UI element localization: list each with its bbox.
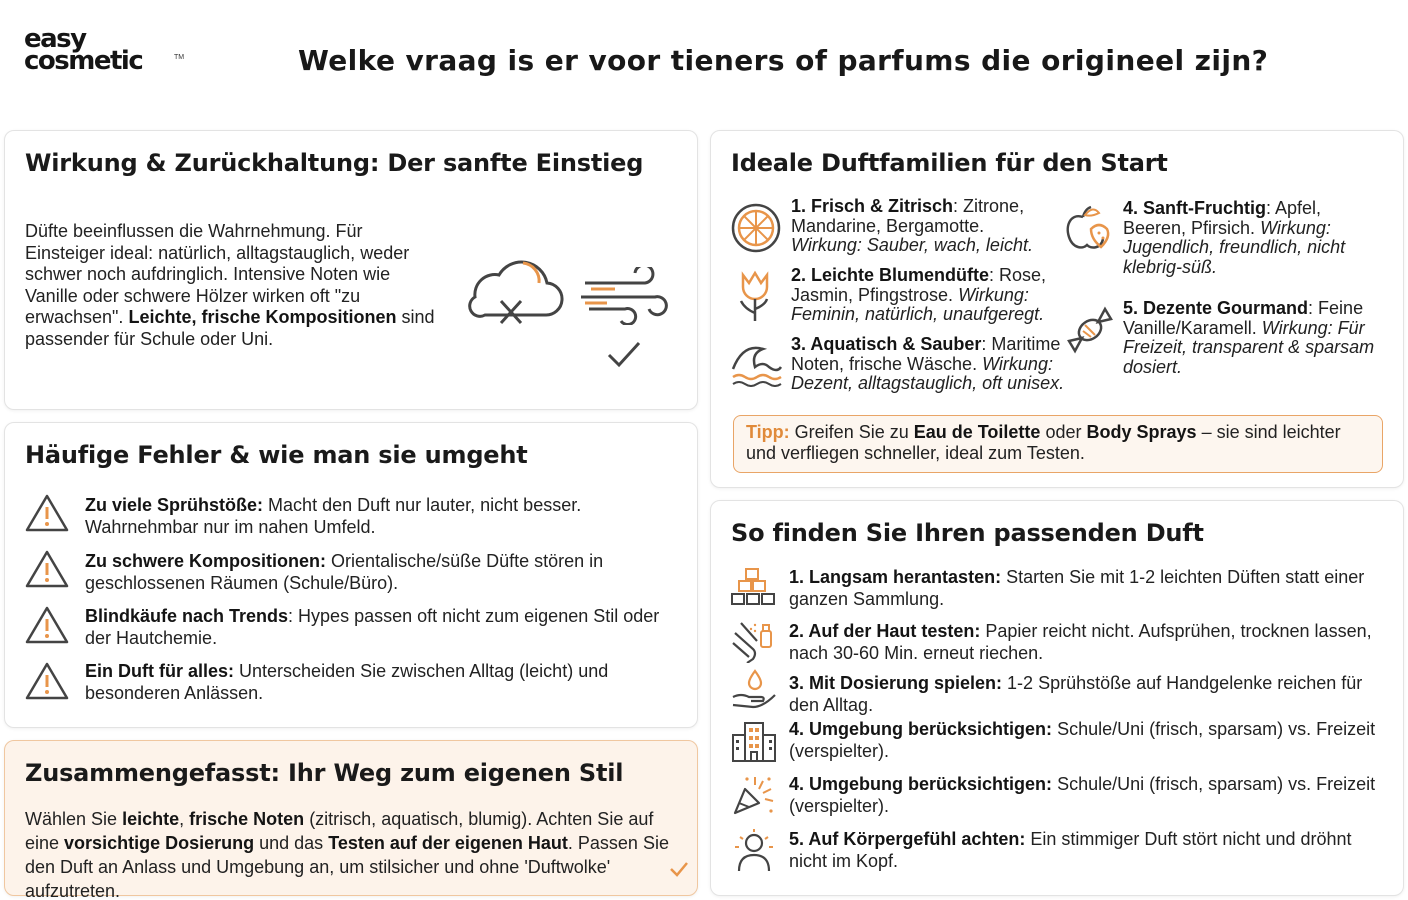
finder-head: 4. Umgebung berücksichtigen:: [789, 719, 1053, 739]
mistake-text: Macht den Duft nur lauter, nicht besser. Wahrnehmbar nur im nahen Umfeld.: [85, 495, 582, 537]
summary-bold: Testen auf der eigenen Haut: [328, 833, 568, 853]
summary-card: [4, 740, 698, 900]
brand-line-2: cosmetic: [24, 46, 143, 76]
finder-card: [710, 500, 1404, 896]
mistakes-card: [4, 422, 698, 728]
drop-hand-icon: [731, 669, 777, 709]
effect-tail: sind passender für Schule oder Uni.: [25, 307, 435, 349]
fruit-icon: [1063, 203, 1113, 253]
summary-part: Wählen Sie: [25, 809, 118, 829]
mistake-head: Zu schwere Kompositionen:: [85, 551, 327, 571]
summary-part: und das: [259, 833, 324, 853]
summary-part: ,: [179, 809, 185, 829]
family-head: 4. Sanft-Fruchtig: [1123, 198, 1266, 218]
finder-text: Starten Sie mit 1-2 leichten Düften statt einer ganzen Sammlung.: [789, 567, 1365, 609]
mistake-head: Ein Duft für alles:: [85, 661, 235, 681]
finder-text: Schule/Uni (frisch, sparsam) vs. Freizeit (verspielter).: [789, 774, 1376, 816]
finder-head: 4. Umgebung berücksichtigen:: [789, 774, 1053, 794]
family-effect: Wirkung: Jugendlich, freundlich, nicht klebrig-süß.: [1123, 217, 1346, 277]
page-title: Welke vraag is er voor tieners of parfums die origineel zijn?: [298, 44, 1269, 77]
person-glow-icon: [731, 829, 777, 873]
finder-text: Ein stimmiger Duft stört nicht und dröhnt nicht im Kopf.: [789, 829, 1352, 871]
family-item: [791, 197, 1051, 256]
family-item: [1123, 299, 1389, 377]
finder-text: Papier reicht nicht. Aufsprühen, trocknen lassen, nach 30-60 Min. erneut riechen.: [789, 621, 1372, 663]
tip-bold: Eau de Toilette: [913, 422, 1041, 442]
finder-head: 1. Langsam herantasten:: [789, 567, 1002, 587]
families-title: Ideale Duftfamilien für den Start: [731, 149, 1168, 177]
mistake-item: [85, 661, 675, 704]
tip-label: Tipp:: [746, 422, 790, 442]
warning-icon: [25, 549, 69, 589]
summary-title: Zusammengefasst: Ihr Weg zum eigenen Stil: [25, 759, 624, 787]
finder-text: 1-2 Sprühstöße auf Handgelenke reichen für den Alltag.: [789, 673, 1363, 715]
finder-item: [789, 774, 1389, 817]
warning-icon: [25, 493, 69, 533]
finder-item: [789, 829, 1389, 872]
family-head: 3. Aquatisch & Sauber: [791, 334, 982, 354]
tip-bold: Body Sprays: [1086, 422, 1197, 442]
family-effect: Wirkung: Dezent, alltagstauglich, oft unisex.: [791, 353, 1065, 393]
effect-title: Wirkung & Zurückhaltung: Der sanfte Einstieg: [25, 149, 644, 177]
family-item: [791, 335, 1073, 394]
mistake-head: Zu viele Sprühstöße:: [85, 495, 264, 515]
wind-icon: [579, 267, 671, 325]
tip-box: [733, 415, 1383, 473]
mistake-item: [85, 551, 675, 594]
finder-text: Schule/Uni (frisch, sparsam) vs. Freizeit (verspielter).: [789, 719, 1376, 761]
family-notes: : Maritime Noten, frische Wäsche.: [791, 334, 1061, 374]
warning-icon: [25, 605, 69, 645]
family-notes: : Apfel, Beeren, Pfirsich.: [1123, 198, 1322, 238]
citrus-icon: [729, 201, 783, 255]
effect-highlight: Leichte, frische Kompositionen: [128, 307, 397, 327]
warning-icon: [25, 661, 69, 701]
tip-part: – sie sind leichter und verfliegen schneller, ideal zum Testen.: [746, 422, 1341, 463]
wave-icon: [729, 339, 783, 387]
checkmark-icon: [669, 861, 689, 877]
tip-part: oder: [1045, 422, 1082, 442]
brand-logo: [24, 24, 194, 78]
summary-bold: frische Noten: [189, 809, 305, 829]
family-effect: Wirkung: Feminin, natürlich, unaufgeregt.: [791, 284, 1045, 324]
cloud-cross-icon: [461, 253, 567, 331]
tulip-icon: [735, 269, 775, 323]
effect-body: Düfte beeinflussen die Wahrnehmung. Für Einsteiger ideal: natürlich, alltagstauglich, weder schwer noch aufdringlich. Intensive Noten wie Vanille oder schwere Hölzer wirken oft "zu erwachsen".: [25, 221, 410, 327]
brand-line-1: easy: [24, 24, 86, 54]
building-icon: [731, 719, 777, 763]
finder-item: [789, 567, 1389, 610]
finder-head: 3. Mit Dosierung spielen:: [789, 673, 1003, 693]
blocks-icon: [731, 567, 775, 607]
spray-hand-icon: [731, 619, 777, 663]
checkmark-icon: [605, 339, 643, 369]
family-item: [791, 266, 1061, 325]
family-notes: : Zitrone, Mandarine, Bergamotte.: [791, 196, 1025, 236]
family-effect: Wirkung: Für Freizeit, transparent & sparsam dosiert.: [1123, 317, 1375, 377]
candy-icon: [1063, 303, 1117, 357]
effect-card: [4, 130, 698, 410]
brand-tm: TM: [174, 54, 185, 61]
family-head: 2. Leichte Blumendüfte: [791, 265, 990, 285]
mistake-item: [85, 606, 675, 649]
summary-bold: leichte: [122, 809, 180, 829]
mistake-text: Orientalische/süße Düfte stören in geschlossenen Räumen (Schule/Büro).: [85, 551, 604, 593]
family-notes: : Rose, Jasmin, Pfingstrose.: [791, 265, 1047, 305]
party-icon: [731, 773, 777, 817]
mistake-text: Unterscheiden Sie zwischen Alltag (leicht) und besonderen Anlässen.: [85, 661, 609, 703]
tip-part: Greifen Sie zu: [794, 422, 909, 442]
finder-head: 2. Auf der Haut testen:: [789, 621, 981, 641]
summary-text: [25, 807, 685, 900]
mistake-head: Blindkäufe nach Trends: [85, 606, 289, 626]
family-effect: Wirkung: Sauber, wach, leicht.: [791, 235, 1033, 255]
family-head: 1. Frisch & Zitrisch: [791, 196, 954, 216]
finder-item: [789, 673, 1389, 716]
family-item: [1123, 199, 1385, 277]
family-head: 5. Dezente Gourmand: [1123, 298, 1309, 318]
finder-title: So finden Sie Ihren passenden Duft: [731, 519, 1204, 547]
summary-part: (zitrisch, aquatisch, blumig). Achten Sie auf eine: [25, 809, 654, 853]
families-card: [710, 130, 1404, 488]
finder-item: [789, 621, 1389, 664]
finder-item: [789, 719, 1389, 762]
family-notes: : Feine Vanille/Karamell.: [1123, 298, 1364, 338]
mistakes-title: Häufige Fehler & wie man sie umgeht: [25, 441, 528, 469]
mistake-item: [85, 495, 675, 538]
summary-part: . Passen Sie den Duft an Anlass und Umgebung an, um stilsicher und ohne 'Duftwolke' aufzutreten.: [25, 833, 669, 900]
mistake-text: : Hypes passen oft nicht zum eigenen Stil oder der Hautchemie.: [85, 606, 660, 648]
effect-text: [25, 221, 445, 350]
summary-bold: vorsichtige Dosierung: [64, 833, 255, 853]
finder-head: 5. Auf Körpergefühl achten:: [789, 829, 1026, 849]
